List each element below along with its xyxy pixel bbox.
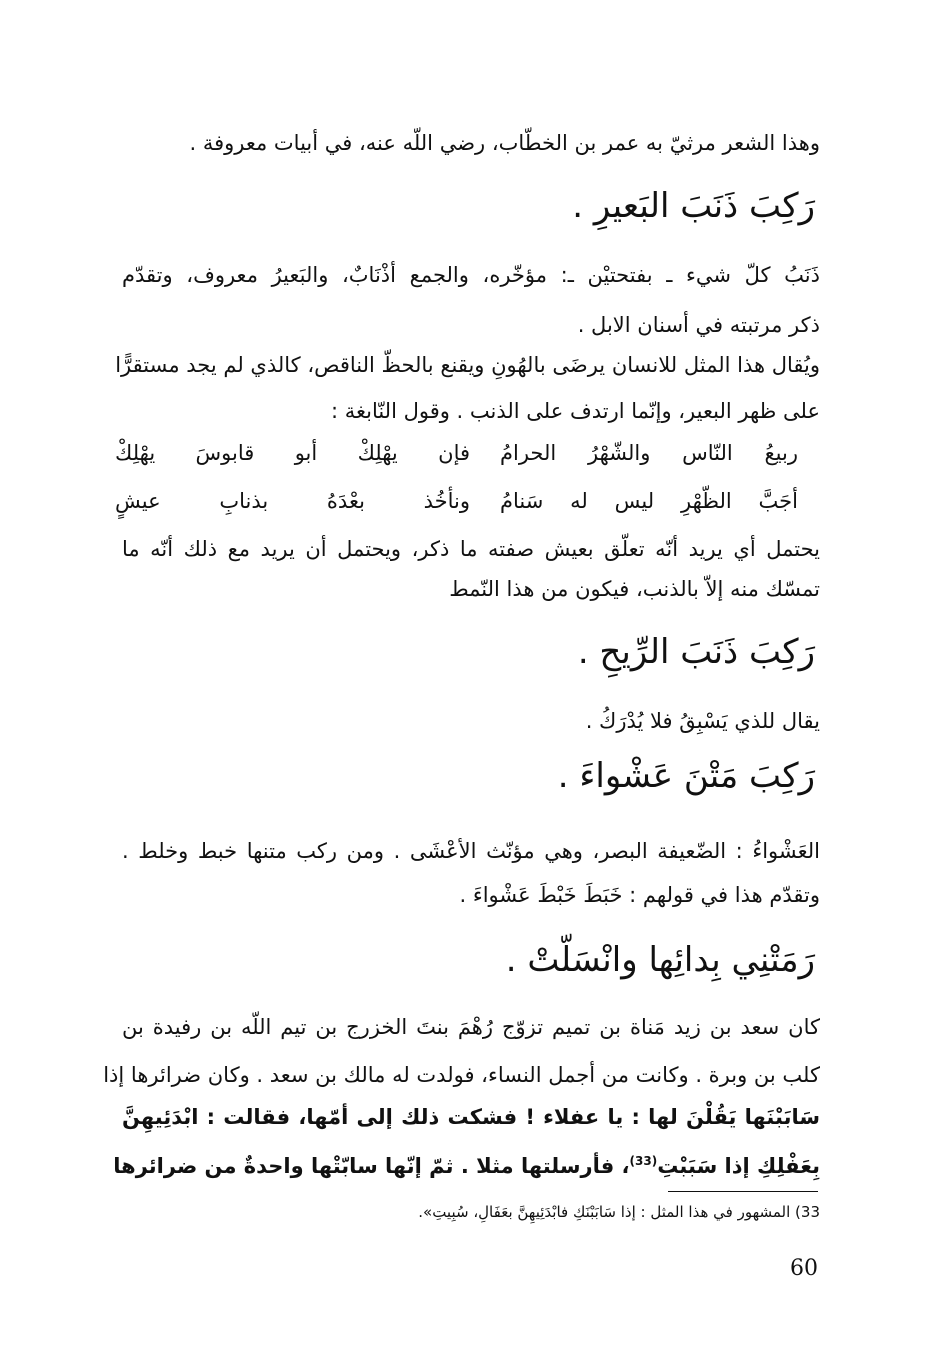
page-number: 60 xyxy=(790,1256,818,1281)
footnote-divider xyxy=(668,1191,818,1192)
text-line: ذَنَبُ كلّ شيء ـ بفتحتيْن ـ: مؤخّره، والجمع أذْنَابٌ، والبَعيرُ معروف، وتقدّم xyxy=(122,263,820,287)
text-line: وتقدّم هذا في قولهم : خَبَطَ خَبْطَ عَشْواءَ . xyxy=(459,883,820,907)
text-line: يحتمل أي يريد أنّه تعلّق بعيش صفته ما ذكر، ويحتمل أن يريد مع ذلك أنّه ما xyxy=(122,537,820,561)
footnote-reference: (33) xyxy=(629,1154,658,1168)
text-segment: ، فأرسلتها مثلا . ثمّ إنّها سابّتْها واحدةٌ من ضرائرها xyxy=(113,1154,630,1178)
text-line: وهذا الشعر مرثيّ به عمر بن الخطّاب، رضي اللّه عنه، في أبيات معروفة . xyxy=(189,131,820,155)
proverb-heading: رَكِبَ ذَنَبَ البَعيرِ . xyxy=(572,186,815,226)
poem-verse-second-hemistich: ربيعُ النّاس والشّهْرُ الحرامُ xyxy=(500,441,798,465)
poem-verse-first-hemistich: ونأخُذ بعْدَهُ بذنابِ عيشٍ xyxy=(115,489,470,513)
text-line: على ظهر البعير، وإنّما ارتدف على الذنب . وقول النّابغة : xyxy=(330,399,820,423)
text-line xyxy=(113,1146,820,1181)
text-line: سَابَبْنَها يَقُلْنَ لها : يا عفلاء ! فشكت ذلك إلى أمّها، فقالت : ابْدَئِيهِنَّ xyxy=(122,1105,820,1129)
text-line: كان سعد بن زيد مَناة بن تميم تزوّج رُهْمَ بنتَ الخزرج بن تيم اللّه بن رفيدة بن xyxy=(122,1015,820,1039)
text-line: تمسّك منه إلاّ بالذنب، فيكون من هذا النّمط xyxy=(449,577,820,601)
text-line: العَشْواءُ : الضّعيفة البصر، وهي مؤنّث الأعْشَى . ومن ركب متنها خبط وخلط . xyxy=(122,839,820,863)
poem-verse-first-hemistich: فإن يهْلِكْ أبو قابوسَ يهْلِكْ xyxy=(115,441,470,465)
text-line: يقال للذي يَسْبِقُ فلا يُدْرَكُ . xyxy=(585,709,820,733)
text-line: ذكر مرتبته في أسنان الابل . xyxy=(577,313,820,337)
footnote: 33) المشهور في هذا المثل : إذا سَابَبْنَكِ فابْدَئِيهِنَّ بعَفَالِ، سُبِيتِ». xyxy=(418,1203,820,1221)
text-segment: بِعَفْلِكِ إذا سَبَبْتِ xyxy=(657,1154,820,1178)
text-line: كلب بن وبرة . وكانت من أجمل النساء، فولدت له مالك بن سعد . وكان ضرائرها إذا xyxy=(103,1063,820,1087)
proverb-heading: رَكِبَ ذَنَبَ الرِّيحِ . xyxy=(577,632,815,672)
proverb-heading: رَمَتْنِي بِدائِها وانْسَلّتْ . xyxy=(505,940,815,980)
text-line: ويُقال هذا المثل للانسان يرضَى بالهُونِ ويقنع بالحظّ الناقص، كالذي لم يجد مستقرًّا xyxy=(115,353,820,377)
proverb-heading: رَكِبَ مَتْنَ عَشْواءَ . xyxy=(557,756,815,796)
poem-verse-second-hemistich: أجَبَّ الظّهْرِ ليس له سَنامُ xyxy=(500,489,798,513)
